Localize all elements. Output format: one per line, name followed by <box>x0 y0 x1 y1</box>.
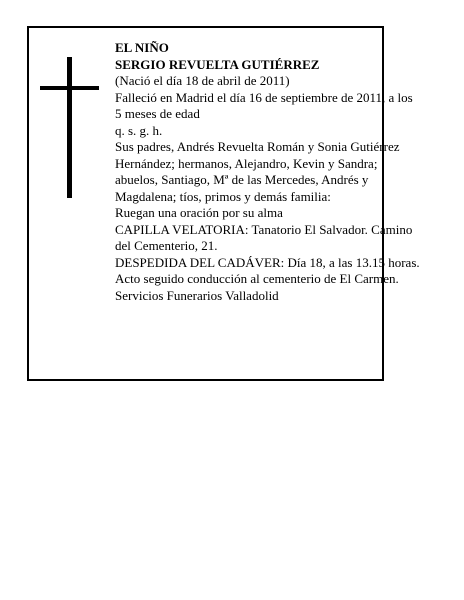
deceased-name: SERGIO REVUELTA GUTIÉRREZ <box>115 56 320 72</box>
notice-text <box>115 40 420 304</box>
obituary-notice <box>27 26 420 381</box>
funeral-services: Servicios Funerarios Valladolid <box>115 287 279 303</box>
notice-title: EL NIÑO <box>115 40 169 55</box>
rip-abbreviation: q. s. g. h. <box>115 122 163 138</box>
chapel-info: CAPILLA VELATORIA: Tanatorio El Salvador. Camino del Cementerio, 21. <box>115 221 413 253</box>
cross-horizontal-bar <box>40 86 99 90</box>
farewell-info: DESPEDIDA DEL CADÁVER: Día 18, a las 13.15 horas. Acto seguido conducción al cementerio de El Carmen. <box>115 254 420 286</box>
cross-vertical-bar <box>67 57 72 198</box>
birth-date: (Nació el día 18 de abril de 2011) <box>115 73 290 88</box>
prayer-request: Ruegan una oración por su alma <box>115 205 283 220</box>
death-info: Falleció en Madrid el día 16 de septiembre de 2011, a los 5 meses de edad <box>115 89 413 121</box>
family-members: Sus padres, Andrés Revuelta Román y Sonia Gutiérrez Hernández; hermanos, Alejandro, Kevin y Sandra; abuelos, Santiago, Mª de las Mercedes, Andrés y Magdalena; tíos, primos y demás familia: <box>115 139 400 204</box>
